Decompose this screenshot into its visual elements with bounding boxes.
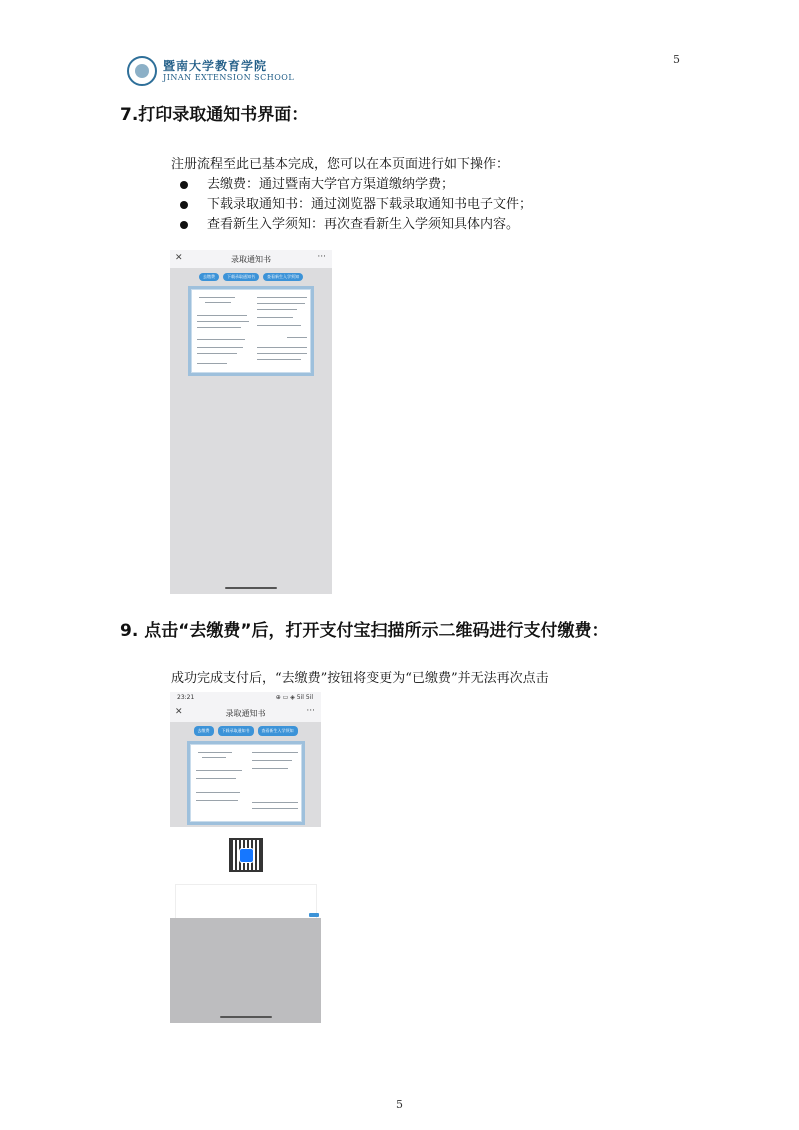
close-icon[interactable]: ✕ xyxy=(175,707,183,717)
home-indicator xyxy=(225,587,277,589)
app-header xyxy=(170,704,321,722)
status-bar xyxy=(170,692,321,704)
logo-title: 暨南大学教育学院 xyxy=(163,59,268,73)
action-buttons xyxy=(170,722,321,736)
app-title: 录取通知书 xyxy=(225,709,266,718)
home-indicator xyxy=(220,1016,272,1018)
action-buttons xyxy=(170,273,332,281)
pay-button[interactable]: 去缴费 xyxy=(194,726,214,736)
logo xyxy=(127,56,294,86)
more-icon[interactable]: ··· xyxy=(306,706,315,716)
section7-intro: 注册流程至此已基本完成，您可以在本页面进行如下操作： xyxy=(171,157,510,172)
school-seal-icon xyxy=(127,56,157,86)
list-item: 下载录取通知书：通过浏览器下载录取通知书电子文件； xyxy=(171,195,532,215)
view-notice-button[interactable]: 查看新生入学须知 xyxy=(258,726,298,736)
modal-backdrop xyxy=(170,918,321,1023)
payment-modal xyxy=(170,827,321,920)
confirm-button[interactable] xyxy=(309,913,319,917)
pay-button[interactable]: 去缴费 xyxy=(199,273,219,281)
alipay-icon xyxy=(239,848,254,863)
list-item: 查看新生入学须知：再次查看新生入学须知具体内容。 xyxy=(171,215,532,235)
letter-area xyxy=(170,722,321,827)
admission-letter-screenshot xyxy=(170,250,332,594)
section9-heading: 9. 点击“去缴费”后，打开支付宝扫描所示二维码进行支付缴费： xyxy=(120,621,609,641)
download-letter-button[interactable]: 下载录取通知书 xyxy=(218,726,254,736)
operation-list xyxy=(171,175,532,235)
view-notice-button[interactable]: 查看新生入学须知 xyxy=(263,273,303,281)
status-time: 23:21 xyxy=(177,694,195,701)
admission-letter-image xyxy=(188,286,314,376)
app-title: 录取通知书 xyxy=(231,255,271,264)
list-item: 去缴费：通过暨南大学官方渠道缴纳学费； xyxy=(171,175,532,195)
status-icons: ⊕ ▭ ◈ 5il 5il xyxy=(275,694,313,701)
payment-info xyxy=(175,884,317,919)
section7-heading: 7.打印录取通知书界面： xyxy=(120,105,309,125)
admission-letter-image xyxy=(187,741,305,825)
logo-subtitle: JINAN EXTENSION SCHOOL xyxy=(163,73,295,82)
payment-screenshot xyxy=(170,692,321,1023)
more-icon[interactable]: ··· xyxy=(317,252,326,262)
app-header xyxy=(170,250,332,268)
section9-note: 成功完成支付后，“去缴费”按钮将变更为“已缴费”并无法再次点击 xyxy=(171,671,549,686)
page-number-bottom: 5 xyxy=(396,1098,403,1111)
download-letter-button[interactable]: 下载录取通知书 xyxy=(223,273,259,281)
close-icon[interactable]: ✕ xyxy=(175,253,183,263)
page-number-top: 5 xyxy=(673,53,680,66)
